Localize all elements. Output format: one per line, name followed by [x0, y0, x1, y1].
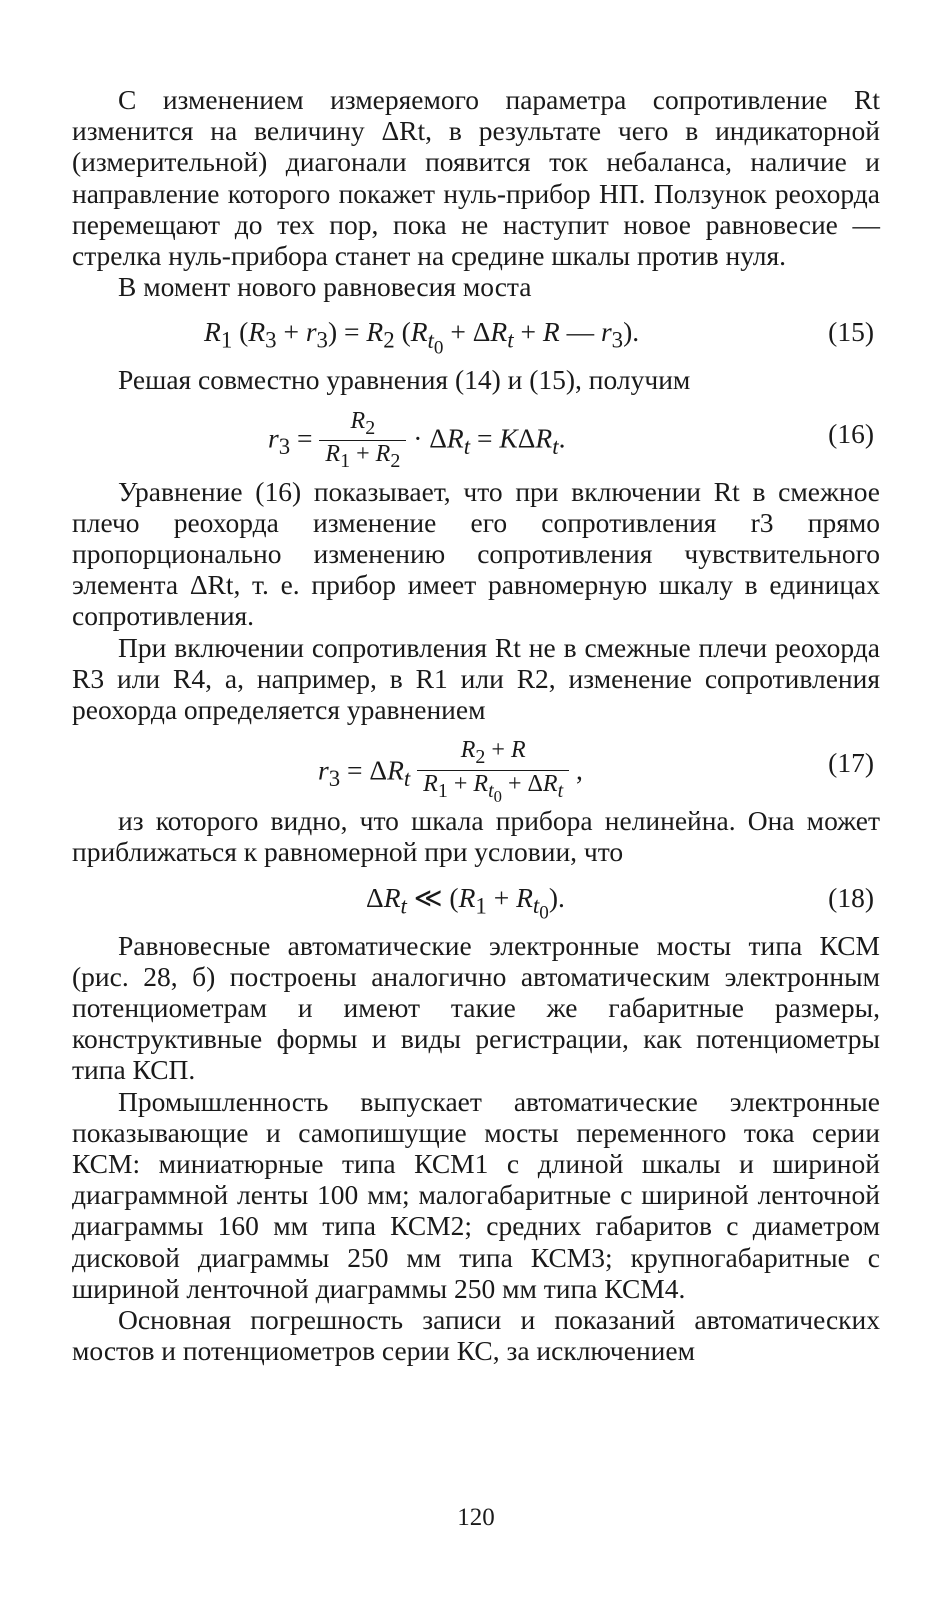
equation-17-body: $r_3 = \Delta R_t$ $\frac{R_2 + R}{R_1 + R_{t_0} + \Delta R_t}$ ,: [318, 737, 583, 806]
paragraph-6: из которого видно, что шкала прибора нелинейна. Она может приближаться к равномерной при условии, что: [72, 805, 880, 868]
equation-16-body: $r_3$ = $\frac{R_2}{R_1 + R_2}$ · $\Delta R_t = K\Delta R_t$.: [268, 407, 566, 473]
equation-15: [72, 310, 880, 359]
equation-17-number: (17): [828, 747, 874, 779]
equation-18-number: (18): [828, 881, 874, 913]
paragraph-4: Уравнение (16) показывает, что при включении Rt в смежное плечо реохорда изменение его сопротивления r3 прямо пропорционально изменению сопротивления чувствительного элемента ΔRt, т. е. прибор имеет равномерную шкалу в единицах сопротивления.: [72, 475, 880, 632]
paragraph-2: В момент нового равновесия моста: [118, 271, 532, 303]
equation-16: [72, 404, 880, 473]
page-number: 120: [457, 1504, 495, 1531]
page-body: [72, 84, 880, 1531]
paragraph-8: Промышленность выпускает автоматические электронные показывающие и самопишущие мосты переменного тока серии КСМ: миниатюрные типа КСМ1 с длиной шкалы и шириной диаграммной ленты 100 мм; малогабаритные с шириной ленточной диаграммы 160 мм типа КСМ2; средних габаритов с диаметром дисковой диаграммы 250 мм типа КСМ3; крупногабаритные с шириной ленточной диаграммы 250 мм типа КСМ4.: [72, 1085, 880, 1304]
paragraph-7: Равновесные автоматические электронные мосты типа КСМ (рис. 28, б) построены аналогично автоматическим электронным потенциометрам и имеют такие же габаритные размеры, конструктивные формы и виды регистрации, как потенциометры типа КСП.: [72, 929, 880, 1086]
paragraph-9: Основная погрешность записи и показаний автоматических мостов и потенциометров серии КС, за исключением: [72, 1304, 880, 1367]
equation-18-body: $\Delta R_t$ ≪ $(R_1 + R_{t_0})$.: [366, 881, 565, 924]
paragraph-3: Решая совместно уравнения (14) и (15), получим: [118, 364, 691, 396]
paragraph-1: С изменением измеряемого параметра сопротивление Rt изменится на величину ΔRt, в результате чего в индикаторной (измерительной) диагонали появится ток небаланса, наличие и направление которого покажет нуль-прибор НП. Ползунок реохорда перемещают до тех пор, пока не наступит новое равновесие — стрелка нуль-прибора станет на средине шкалы против нуля.: [72, 84, 880, 272]
equation-15-body: $R_1$ $(R_3 + r_3) = R_2$ ($R_{t_0} + \Delta R_t + R$ — $r_3$).: [204, 316, 640, 359]
equation-15-number: (15): [828, 316, 874, 348]
equation-18: [72, 876, 880, 922]
equation-16-number: (16): [828, 417, 874, 449]
paragraph-5: При включении сопротивления Rt не в смежные плечи реохорда R3 или R4, а, например, в R1 или R2, изменение сопротивления реохорда определяется уравнением: [72, 631, 880, 726]
equation-17: [72, 733, 880, 806]
